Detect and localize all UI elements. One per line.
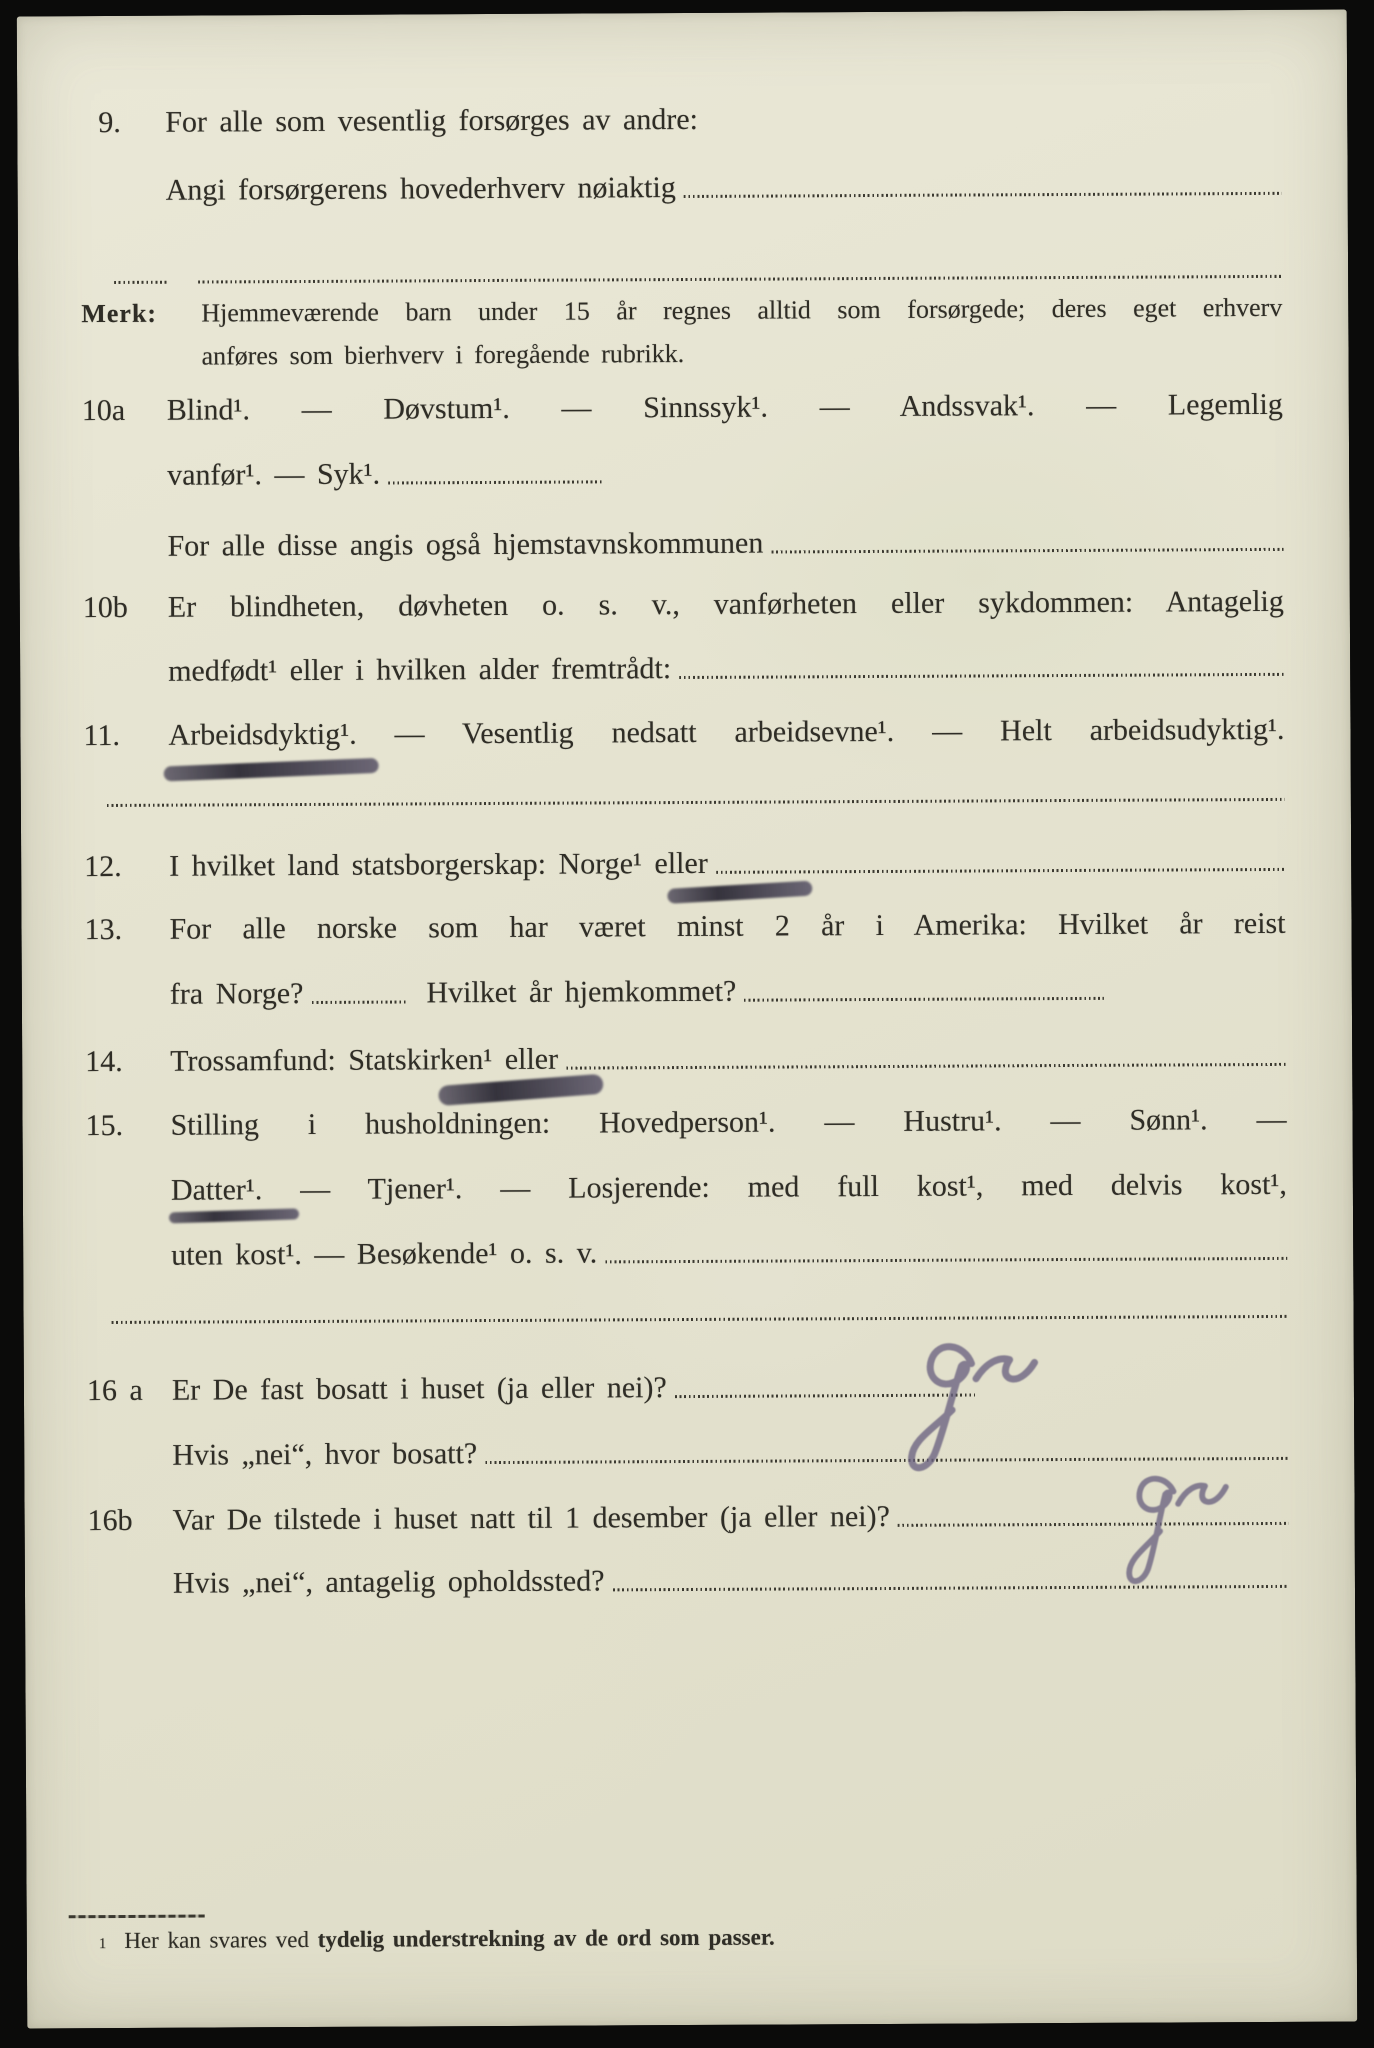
handwritten-answer-16b: [1108, 1464, 1241, 1599]
dotted-answer-line: [771, 548, 1283, 554]
note-merk-line-2: [201, 336, 1282, 372]
dotted-answer-line: [684, 192, 1282, 198]
question-10b-line-2: [168, 649, 1284, 689]
footnote-rule: [69, 1915, 205, 1919]
question-text: Stilling i husholdningen: Hovedperson¹. — Hustru¹. — Sønn¹. —: [170, 1102, 1287, 1142]
note-text: Hjemmeværende barn under 15 år regnes alltid som forsørgede; deres eget erhverv: [201, 292, 1283, 328]
dotted-separator-short: [114, 281, 168, 284]
question-16b-line-1: [88, 1498, 1289, 1538]
question-text: vanfør¹. — Syk¹.: [167, 457, 381, 492]
question-text: Var De tilstede i huset natt til 1 desember (ja eller nei)?: [172, 1499, 890, 1537]
question-15-line-2: [171, 1168, 1287, 1208]
question-11-line-1: [83, 713, 1284, 753]
question-10a-line-3: [167, 524, 1283, 564]
dotted-separator: [107, 798, 1285, 807]
question-text: Hvis „nei“, antagelig opholdssted?: [172, 1564, 605, 1600]
question-text: fra Norge?: [169, 977, 304, 1011]
question-number: 16 a: [86, 1373, 143, 1408]
question-16a-line-1: [87, 1368, 1288, 1408]
question-text: medfødt¹ eller i hvilken alder fremtrådt:: [168, 652, 672, 688]
question-9-line-1: [80, 100, 1281, 140]
note-text: anføres som bierhverv i foregående rubrikk.: [201, 339, 685, 371]
question-text: Angi forsørgerens hovederhverv nøiaktig: [165, 171, 676, 207]
paper-sheet: [17, 10, 1358, 2029]
question-15-line-1: [85, 1103, 1286, 1143]
pencil-underline-arbeidsdyktig: [163, 758, 378, 782]
question-text: For alle norske som har været minst 2 år i Amerika: Hvilket år reist: [169, 906, 1286, 946]
question-text: For alle som vesentlig forsørges av andre:: [165, 102, 699, 139]
question-text: I hvilket land statsborgerskap: Norge¹ eller: [169, 846, 708, 883]
question-13-line-1: [84, 907, 1285, 947]
question-number: 15.: [85, 1108, 124, 1143]
footnote-text-normal: Her kan svares ved: [124, 1926, 318, 1953]
question-text: Er blindheten, døvheten o. s. v., vanførheten eller sykdommen: Antagelig: [167, 584, 1284, 624]
question-10b-line-1: [83, 585, 1284, 625]
question-9-line-2: [166, 168, 1282, 208]
pencil-underline-norge: [667, 881, 813, 904]
question-text: Arbeidsdyktig¹. — Vesentlig nedsatt arbeidsevne¹. — Helt arbeidsudyktig¹.: [168, 712, 1285, 752]
dotted-answer-line: [716, 868, 1285, 874]
question-number: 12.: [84, 849, 122, 884]
dotted-answer-line: [388, 480, 603, 484]
question-text: Trossamfund: Statskirken¹ eller: [170, 1042, 559, 1078]
footnote-marker: 1: [98, 1936, 107, 1953]
question-10a-line-1: [82, 388, 1283, 428]
dotted-separator: [198, 275, 1282, 284]
question-text: For alle disse angis også hjemstavnskommunen: [167, 526, 764, 563]
question-number: 16b: [87, 1503, 133, 1538]
question-text: Datter¹. — Tjener¹. — Losjerende: med full kost¹, med delvis kost¹,: [170, 1167, 1287, 1207]
question-13-line-2: [170, 972, 1286, 1012]
dotted-answer-line: [744, 997, 1104, 1002]
footnote-text: [124, 1925, 774, 1954]
footnote: [99, 1922, 1291, 1954]
dotted-separator: [112, 1315, 1288, 1324]
question-text: Hvis „nei“, hvor bosatt?: [172, 1437, 478, 1472]
pencil-underline-datter: [169, 1208, 299, 1223]
footnote-text-bold: tydelig understrekning av de ord som passer.: [317, 1924, 775, 1952]
question-text: Blind¹. — Døvstum¹. — Sinnssyk¹. — Andssvak¹. — Legemlig: [166, 387, 1283, 427]
handwritten-answer-16a: [900, 1332, 1040, 1491]
question-number: 9.: [98, 105, 121, 140]
dotted-answer-line: [605, 1257, 1287, 1264]
question-number: 11.: [83, 718, 120, 753]
dotted-answer-line: [311, 1000, 406, 1003]
question-15-line-3: [171, 1233, 1287, 1273]
question-number: 13.: [84, 912, 123, 947]
question-number: 14.: [85, 1044, 123, 1079]
pencil-underline-statskirken: [438, 1074, 604, 1106]
question-12-line-1: [84, 844, 1285, 884]
question-number: 10b: [82, 590, 128, 625]
dotted-answer-line: [485, 1457, 1288, 1464]
question-text: uten kost¹. — Besøkende¹ o. s. v.: [171, 1236, 598, 1272]
question-10a-line-2: [167, 453, 1283, 493]
dotted-answer-line: [566, 1063, 1286, 1070]
note-merk-line-1: [81, 293, 1282, 329]
note-label: Merk:: [81, 298, 158, 329]
question-14-line-1: [85, 1039, 1286, 1079]
question-text: Er De fast bosatt i huset (ja eller nei)?: [171, 1371, 667, 1407]
question-16a-line-2: [172, 1433, 1288, 1473]
question-text: Hvilket år hjemkommet?: [426, 974, 737, 1010]
question-number: 10a: [81, 393, 126, 428]
dotted-answer-line: [679, 673, 1284, 679]
